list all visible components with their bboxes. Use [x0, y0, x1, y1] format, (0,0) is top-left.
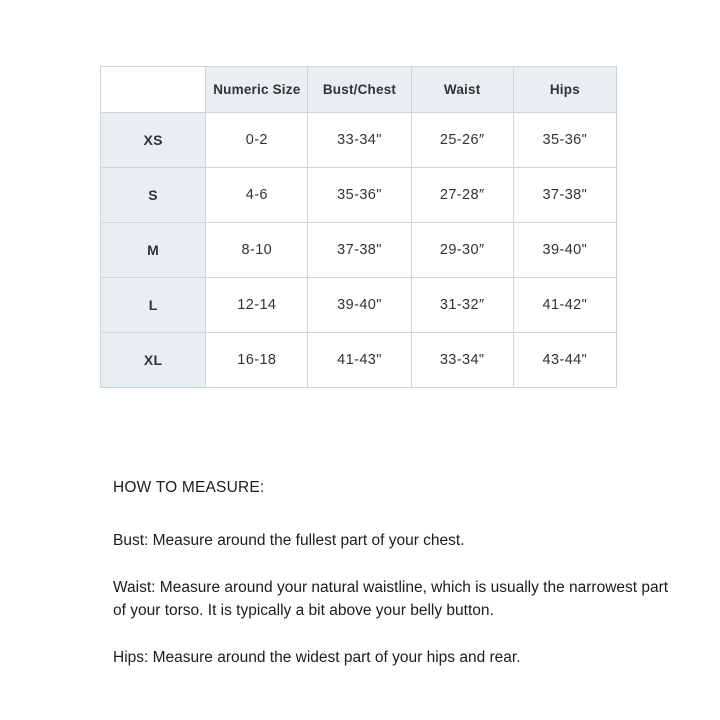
waist-cell: 29-30″ [411, 223, 513, 278]
numeric-size-cell: 4-6 [206, 168, 308, 223]
numeric-size-cell: 8-10 [206, 223, 308, 278]
bust-chest-cell: 39-40" [308, 278, 411, 333]
size-row-xl [101, 333, 617, 388]
size-label: S [101, 168, 206, 223]
how-to-measure-section [113, 476, 669, 693]
bust-chest-cell: 41-43" [308, 333, 411, 388]
column-header-waist: Waist [411, 67, 513, 113]
hips-instruction: Hips: Measure around the widest part of your hips and rear. [113, 649, 521, 666]
size-label: XS [101, 113, 206, 168]
size-label: XL [101, 333, 206, 388]
waist-cell: 33-34" [411, 333, 513, 388]
size-label: M [101, 223, 206, 278]
how-to-measure-title: HOW TO MEASURE: [113, 479, 265, 496]
hips-cell: 39-40" [513, 223, 616, 278]
size-row-s [101, 168, 617, 223]
bust-chest-cell: 35-36" [308, 168, 411, 223]
size-row-l [101, 278, 617, 333]
waist-cell: 31-32″ [411, 278, 513, 333]
waist-instruction-line2: of your torso. It is typically a bit above your belly button. [113, 602, 494, 619]
column-header-blank [101, 67, 206, 113]
numeric-size-cell: 16-18 [206, 333, 308, 388]
bust-chest-cell: 37-38" [308, 223, 411, 278]
hips-cell: 35-36" [513, 113, 616, 168]
waist-instruction [113, 576, 669, 622]
column-header-numeric-size: Numeric Size [206, 67, 308, 113]
numeric-size-cell: 0-2 [206, 113, 308, 168]
waist-cell: 27-28″ [411, 168, 513, 223]
bust-instruction: Bust: Measure around the fullest part of your chest. [113, 532, 465, 549]
size-label: L [101, 278, 206, 333]
size-row-m [101, 223, 617, 278]
waist-instruction-line1: Waist: Measure around your natural waistline, which is usually the narrowest part [113, 579, 669, 596]
hips-cell: 43-44" [513, 333, 616, 388]
column-header-hips: Hips [513, 67, 616, 113]
bust-chest-cell: 33-34" [308, 113, 411, 168]
waist-cell: 25-26″ [411, 113, 513, 168]
hips-cell: 41-42" [513, 278, 616, 333]
size-chart-table [100, 66, 617, 388]
size-chart-header-row [101, 67, 617, 113]
numeric-size-cell: 12-14 [206, 278, 308, 333]
column-header-bust-chest: Bust/Chest [308, 67, 411, 113]
hips-cell: 37-38" [513, 168, 616, 223]
size-row-xs [101, 113, 617, 168]
